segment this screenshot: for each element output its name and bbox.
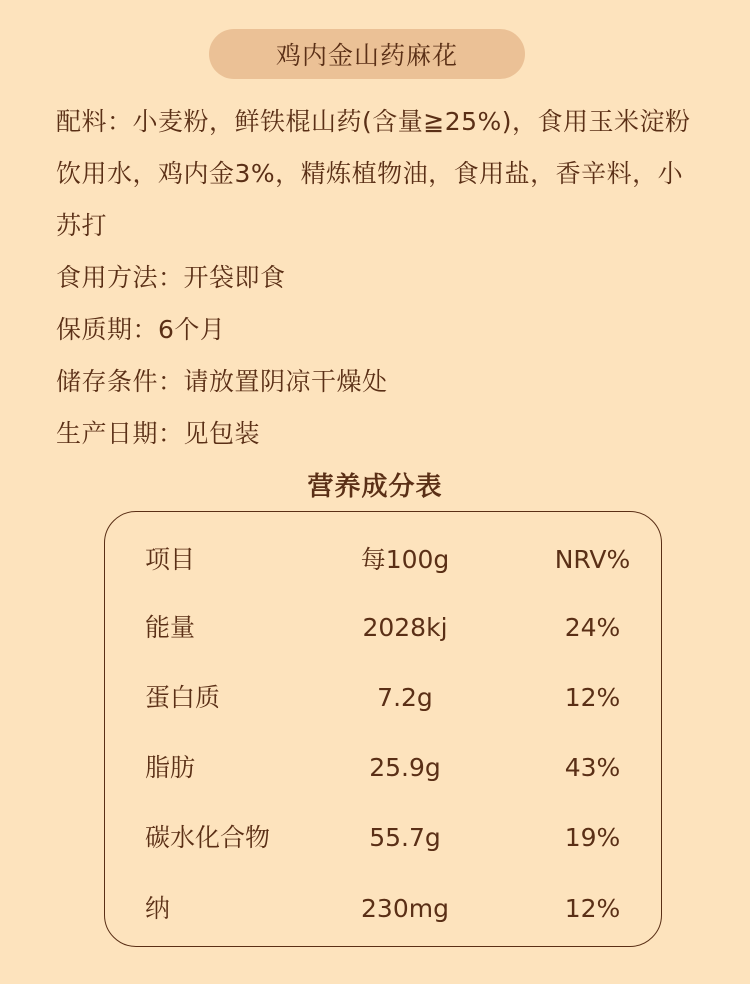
shelf-life: 保质期：6个月 <box>56 315 226 344</box>
row-item: 能量 <box>145 613 196 642</box>
nutrition-table <box>104 511 662 947</box>
header-item: 项目 <box>145 545 196 574</box>
ingredients-line-1: 配料：小麦粉，鲜铁棍山药(含量≧25%)，食用玉米淀粉 <box>56 107 691 136</box>
storage-conditions: 储存条件：请放置阴凉干燥处 <box>56 367 388 396</box>
row-item: 碳水化合物 <box>145 823 271 852</box>
row-item: 蛋白质 <box>145 683 221 712</box>
row-amount: 25.9g <box>369 753 441 782</box>
product-title: 鸡内金山药麻花 <box>209 29 525 79</box>
row-nrv: 19% <box>564 823 621 852</box>
production-date: 生产日期：见包装 <box>56 419 261 448</box>
table-row <box>105 608 661 648</box>
row-amount: 230mg <box>361 894 449 923</box>
row-nrv: 12% <box>564 894 621 923</box>
table-row <box>105 889 661 929</box>
row-item: 脂肪 <box>145 753 196 782</box>
product-info <box>56 96 706 460</box>
header-nrv: NRV% <box>554 545 631 574</box>
header-per-100g: 每100g <box>360 545 450 574</box>
row-nrv: 43% <box>564 753 621 782</box>
table-row <box>105 678 661 718</box>
table-header-row <box>105 540 661 580</box>
ingredients-line-2: 饮用水，鸡内金3%，精炼植物油，食用盐，香辛料，小 <box>56 159 684 188</box>
row-amount: 2028kj <box>362 613 448 642</box>
row-nrv: 24% <box>564 613 621 642</box>
row-amount: 55.7g <box>369 823 441 852</box>
nutrition-table-title: 营养成分表 <box>307 472 443 502</box>
row-item: 纳 <box>145 894 171 923</box>
usage-method: 食用方法：开袋即食 <box>56 263 286 292</box>
table-row <box>105 818 661 858</box>
table-row <box>105 748 661 788</box>
row-amount: 7.2g <box>377 683 433 712</box>
ingredients-line-3: 苏打 <box>56 211 108 240</box>
row-nrv: 12% <box>564 683 621 712</box>
